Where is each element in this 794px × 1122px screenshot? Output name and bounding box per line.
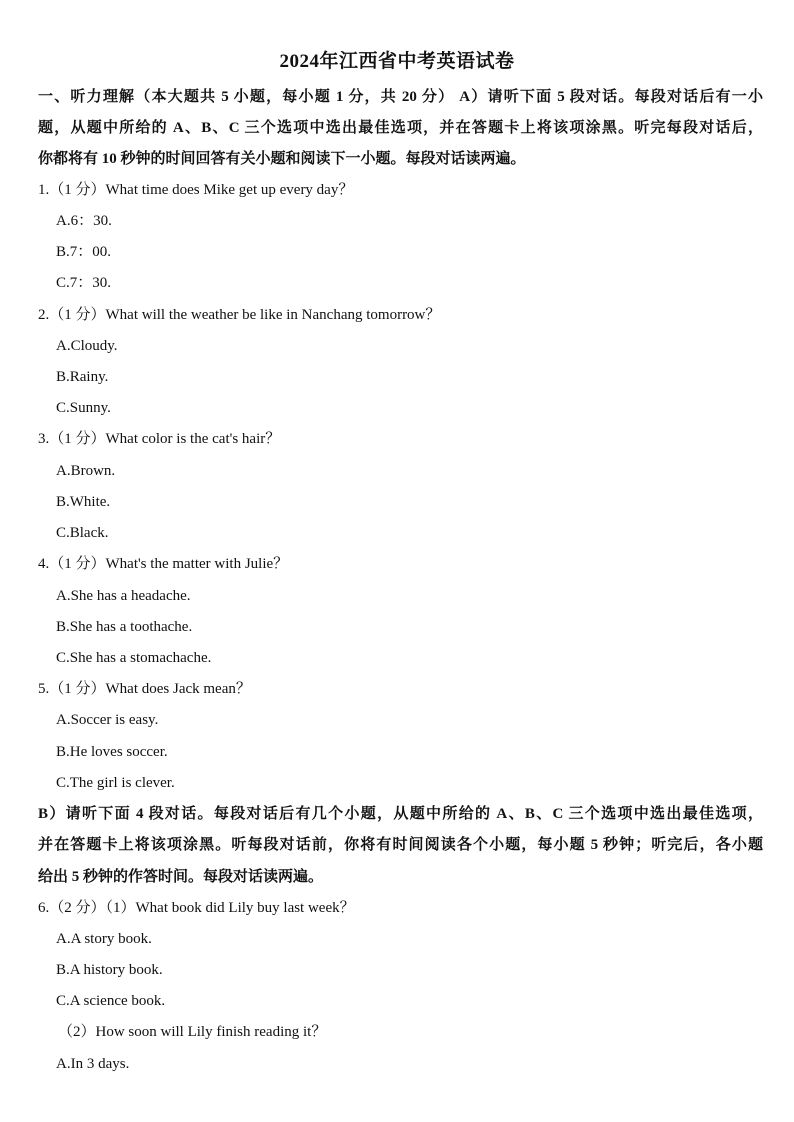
question-3-stem: 3.（1 分）What color is the cat's hair？ [38,431,281,447]
question-6-stem: 6.（2 分）（1）What book did Lily buy last week？ [38,900,355,916]
section1-instruction-line-2: 题，从题中所给的 A、B、C 三个选项中选出最佳选项，并在答题卡上将该项涂黑。听完每段对话后， [38,120,763,136]
question-1-option-a: A.6：30. [56,213,112,229]
question-5-option-c: C.The girl is clever. [56,775,175,791]
question-6-option-b: B.A history book. [56,962,163,978]
question-2-option-c: C.Sunny. [56,400,111,416]
question-4-option-c: C.She has a stomachache. [56,650,212,666]
sectionB-instruction-line-2: 并在答题卡上将该项涂黑。听每段对话前，你将有时间阅读各个小题，每小题 5 秒钟；听完后，各小题 [38,837,763,853]
question-3-option-c: C.Black. [56,525,109,541]
sectionB-instruction-line-3: 给出 5 秒钟的作答时间。每段对话读两遍。 [38,869,324,885]
question-6-sub2-stem: （2）How soon will Lily finish reading it？ [58,1024,327,1040]
question-3-option-a: A.Brown. [56,463,116,479]
question-1-stem: 1.（1 分）What time does Mike get up every day？ [38,182,354,198]
section1-instruction-line-3: 你都将有 10 秒钟的时间回答有关小题和阅读下一小题。每段对话读两遍。 [38,151,526,167]
question-1-option-c: C.7：30. [56,275,112,291]
section1-instruction-line-1: 一、听力理解（本大题共 5 小题，每小题 1 分，共 20 分） A）请听下面 5 段对话。每段对话后有一小 [38,89,763,105]
question-4-stem: 4.（1 分）What's the matter with Julie？ [38,556,289,572]
question-3-option-b: B.White. [56,494,111,510]
question-2-option-b: B.Rainy. [56,369,109,385]
sectionB-instruction-line-1: B）请听下面 4 段对话。每段对话后有几个小题，从题中所给的 A、B、C 三个选项中选出最佳选项， [38,806,763,822]
page-title: 2024年江西省中考英语试卷 [279,51,515,72]
question-4-option-a: A.She has a headache. [56,588,191,604]
question-1-option-b: B.7：00. [56,244,112,260]
question-5-option-b: B.He loves soccer. [56,744,168,760]
question-2-option-a: A.Cloudy. [56,338,118,354]
question-6-sub2-option-a: A.In 3 days. [56,1056,130,1072]
question-6-option-c: C.A science book. [56,993,166,1009]
question-2-stem: 2.（1 分）What will the weather be like in Nanchang tomorrow？ [38,307,441,323]
question-5-option-a: A.Soccer is easy. [56,712,159,728]
question-6-option-a: A.A story book. [56,931,152,947]
question-4-option-b: B.She has a toothache. [56,619,193,635]
question-5-stem: 5.（1 分）What does Jack mean？ [38,681,251,697]
